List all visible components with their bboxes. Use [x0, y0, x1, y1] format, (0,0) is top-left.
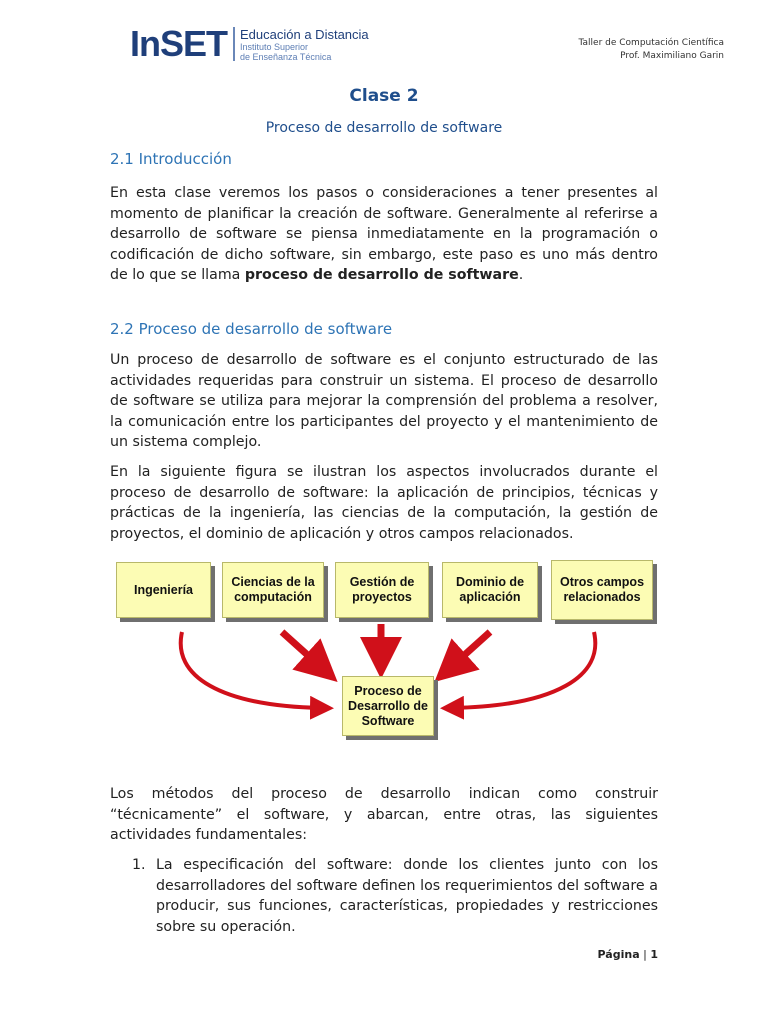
logo-mark: InSET [130, 23, 228, 64]
list-item-text: La especificación del software: donde los clientes junto con los desarrolladores del software definen los requerimientos del software a producir, sus funciones, características, propiedades y restricciones sobre su operación. [156, 857, 658, 935]
diagram-box-dominio: Dominio de aplicación [442, 562, 538, 618]
diagram-box-ingenieria: Ingeniería [116, 562, 211, 618]
logo-text [240, 27, 369, 62]
process-diagram [100, 556, 670, 756]
logo-title: Educación a Distancia [240, 26, 369, 42]
intro-text: En esta clase veremos los pasos o consideraciones a tener presentes al momento de planificar la creación de software. Generalmente al referirse a desarrollo de software se piensa inmediatamente en la programación o codificación de dicho software, sin embargo, este paso es uno más dentro de lo que se llama [110, 185, 658, 283]
intro-bold-term: proceso de desarrollo de software [244, 267, 519, 283]
list-item [134, 855, 658, 937]
intro-text-end: . [518, 267, 524, 283]
logo-subtitle-2: de Enseñanza Técnica [240, 51, 332, 62]
diagram-box-gestion: Gestión de proyectos [335, 562, 429, 618]
professor-name: Prof. Maximiliano Garin [620, 51, 724, 61]
inset-logo [130, 24, 369, 64]
logo-subtitle-1: Instituto Superior [240, 41, 309, 52]
process-paragraph-2: En la siguiente figura se ilustran los aspectos involucrados durante el proceso de desarrollo de software: la aplicación de principios, técnicas y prácticas de la ingeniería, las ciencias de la computación, la gestión de proyectos, el dominio de aplicación y otros campos relacionados. [110, 464, 658, 542]
methods-paragraph: Los métodos del proceso de desarrollo indican como construir “técnicamente” el software, y abarcan, entre otras, las siguientes actividades fundamentales: [110, 786, 658, 843]
arrow-from-computacion [282, 632, 322, 668]
curved-arrow-left [181, 632, 322, 708]
page-footer [598, 948, 658, 961]
page-title: Clase 2 [349, 86, 419, 106]
footer-separator: | [643, 948, 647, 961]
arrow-from-dominio [450, 632, 490, 668]
course-name: Taller de Computación Científica [578, 38, 724, 48]
page-subtitle: Proceso de desarrollo de software [265, 120, 503, 136]
section-heading-intro: 2.1 Introducción [110, 150, 232, 168]
list-item-number: 1. [132, 857, 146, 873]
diagram-box-proceso: Proceso de Desarrollo de Software [342, 676, 434, 736]
diagram-box-otros: Otros campos relacionados [551, 560, 653, 620]
footer-label: Página [597, 948, 640, 961]
logo-divider [233, 27, 235, 61]
diagram-box-ciencias: Ciencias de la computación [222, 562, 324, 618]
header-info [579, 37, 724, 63]
footer-page-number: 1 [650, 948, 658, 961]
process-paragraph-1: Un proceso de desarrollo de software es el conjunto estructurado de las actividades requeridas para construir un sistema. El proceso de desarrollo de software se utiliza para mejorar la comprensión del problema a resolver, la comunicación entre los participantes del proyecto y el mantenimiento de un sistema complejo. [110, 352, 658, 450]
intro-paragraph [110, 183, 658, 286]
section-heading-process: 2.2 Proceso de desarrollo de software [110, 320, 393, 338]
